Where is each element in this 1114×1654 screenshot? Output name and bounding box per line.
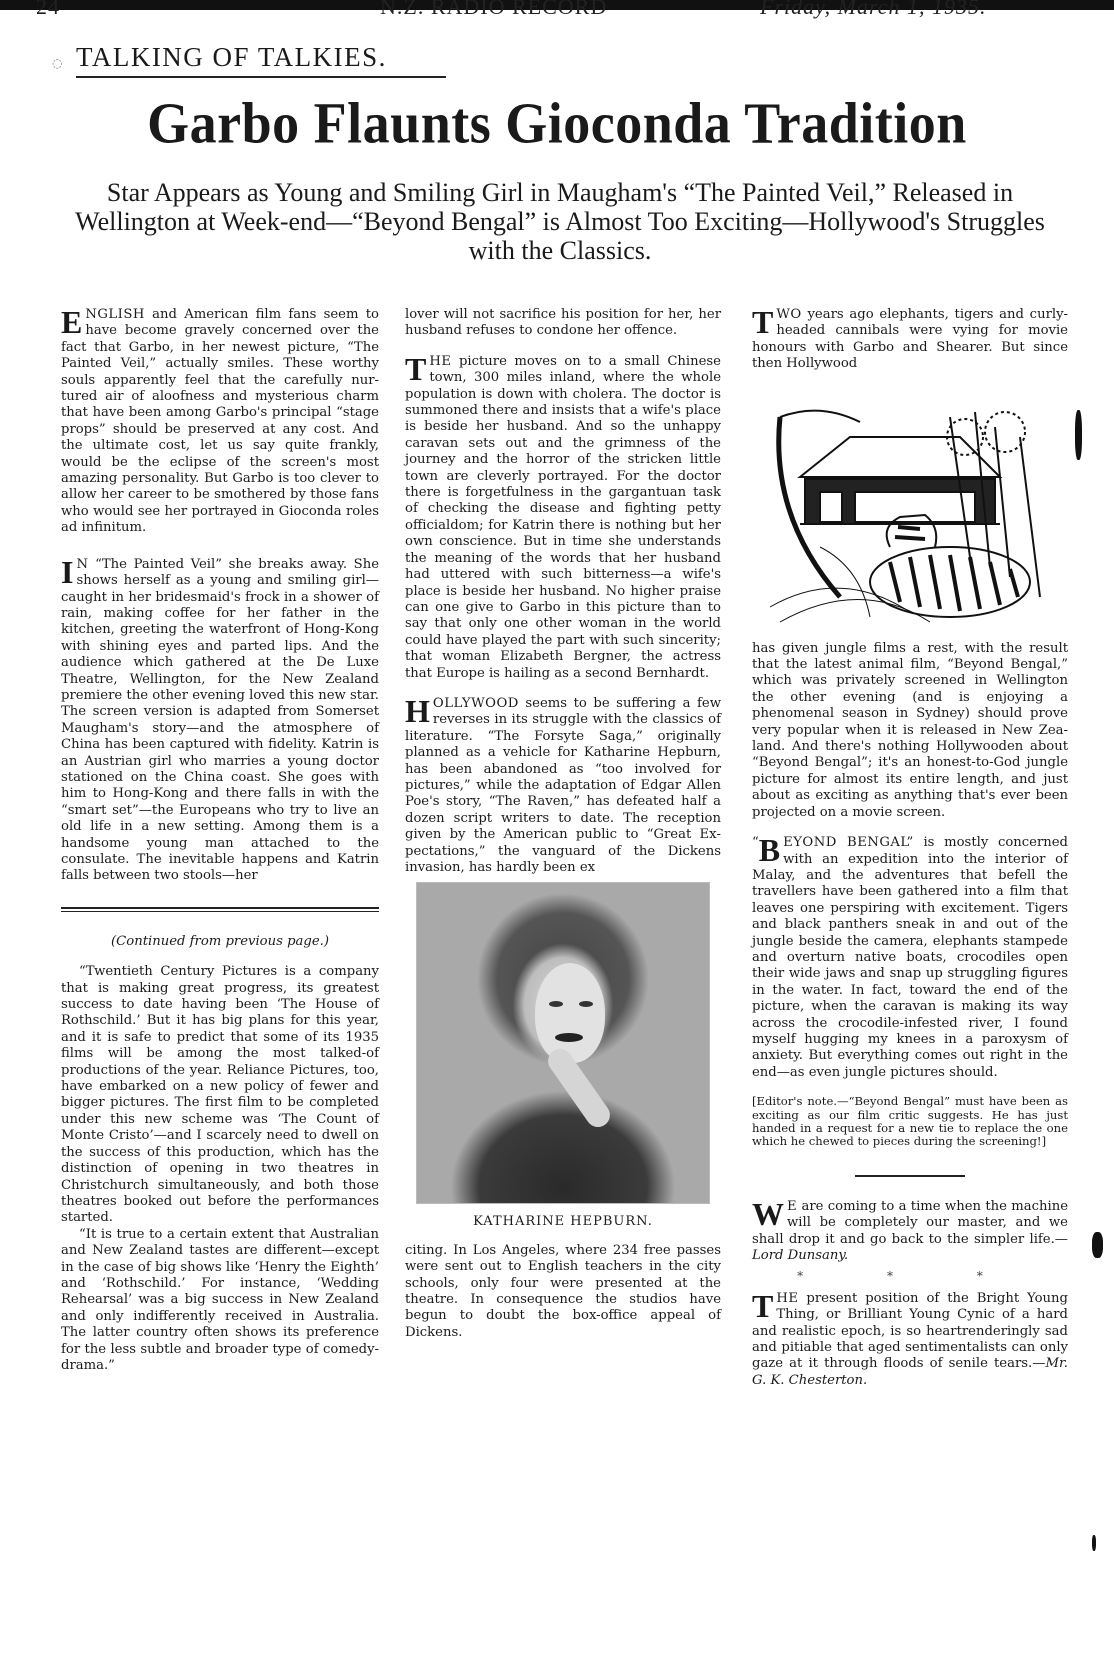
tiger-jungle-icon (760, 397, 1060, 627)
headline: Garbo Flaunts Gioconda Tradition (147, 90, 967, 156)
paragraph-beyond-bengal: “ B EYOND BENGAL” is mostly concerned with an expedition into the interior of Malay, and the adventures that befell the travellers have been gathered into a film that leaves one perspiring with excitement. Tigers and black panthers sneak in and out of the jungle beside the camera, elephants stampede and overturn native boats, crocodiles open their wide jaws and snap up struggling figures in the water. In fact, toward the end of the picture, when the caravan is making its way across the crocodile-infested river, I found myself hugging my knees in a paroxysm of anxiety. But everything comes out right in the end—as even jungle pictures should. (752, 832, 1069, 1080)
section-label: TALKING OF TALKIES. (76, 42, 446, 78)
publication-name: N.Z. RADIO RECORD (380, 0, 608, 19)
paragraph-two-years-ago: TWO years ago elephants, tigers and curly-headed cannibals were vying for movie honours with Garbo and Shearer. But since then Hollywood (752, 304, 1068, 372)
paragraph-painted-veil: I N “The Painted Veil” she breaks away. She shows herself as a young and smiling girl—caught in her bridesmaid's frock in a shower of rain, making coffee for her father in the kitchen, greeting the waterfront of Hong-Kong with shining eyes and parted lips. And the audience which gathered at the De Luxe Theatre, Wellington, for the New Zealand premiere the other evening loved this new star. The screen version is adapted from Somerset Maugham's story—and the atmosphere of China has been captured with fidelity. Katrin is an Austrian girl who marries a young doctor stationed on the China coast. She goes with him to Hong-Kong and there falls in with the “smart set”—the Europeans who try to live an old life in a new setting. Among them is a handsome young man attached to the consulate. The inevitable happens and Katrin falls between two stools—her (61, 553, 379, 884)
issue-date: Friday, March 1, 1935. (760, 0, 987, 19)
paragraph-australian-tastes: “It is true to a certain extent that Australian and New Zealand tastes are different—except in the case of big shows like ‘Henry the Eighth’ and ‘Rothschild.’ For instance, ‘Wedding Rehearsal’ was a big success in New Zealand and only indifferently received in Australia. The latter country often shows its preference for the less subtle and broader type of comedy-drama.” (61, 1226, 379, 1373)
subheadline: Star Appears as Young and Smiling Girl in Maugham's “The Painted Veil,” Released in Wellington at Week-end—“Beyond Bengal” is Almost Too Exciting—Hollywood's Struggles with the Classics. (75, 178, 1045, 265)
quote-chesterton: THE present position of the Bright Young Thing, or Brilliant Young Cynic of a hard and realistic epoch, is so heartrenderingly sad and pitiable that aged sentimentalists can only gaze at it through floods of senile tears.—Mr. G. K. Chesterton. (752, 1287, 1068, 1388)
scan-artifact (1075, 410, 1082, 460)
paragraph-jungle-films: has given jungle films a rest, with the result that the latest animal film, “Beyond Bengal,” which was privately screened in Wellington the other evening (and is enjoying a phenomenal season in Sydney) should prove very popular when it is released in New Zealand. And there's nothing Hollywooden about “Beyond Bengal”; it's an honest-to-God jungle picture for almost its entire length, and just about as exciting as anything that's ever been projected on a movie screen. (752, 640, 1068, 820)
paragraph-english-fans: ENGLISH and American film fans seem to have become gravely concerned over the fact that Garbo, in her newest picture, “The Painted Veil,” actually smiles. These worthy souls apparently feel that the carefully nurtured air of aloofness and mysterious charm that have been among Garbo's principal “stage props” should be preserved at any cost. And the ultimate cost, let us say quite frankly, would be the eclipse of the screen's most amazing personality. But Garbo is too clever to allow her career to be smothered by those fans who would see her portrayed in Gioconda roles ad infinitum. (61, 304, 379, 536)
drop-cap: T (752, 1287, 774, 1324)
drop-cap: T (405, 350, 427, 387)
section-divider (61, 907, 379, 912)
quote-dunsany: W E are coming to a time when the machine will be completely our master, and we shall drop it and go back to the simpler life.—Lord Dunsany. (752, 1195, 1068, 1264)
asterism-divider: * * * (797, 1269, 1023, 1284)
paragraph-chinese-town: THE picture moves on to a small Chinese town, 300 miles inland, where the whole population is down with cholera. The doctor is summoned there and insists that a wife's place is beside her husband. And so the unhappy caravan sets out and the grimness of the journey and the horror of the stricken little town are cleverly portrayed. For the doctor there is forgetfulness in the gargantuan task of checking the disease and fighting petty officialdom; for Katrin there is nothing but her own conscience. But in time she understands the meaning of the words that her husband had uttered with such bitterness—a wife's place is beside her husband. No higher praise can one give to Garbo in this picture than to say that only one other woman in the world could have played the part with such sincerity; that woman Elizabeth Bergner, the actress that Europe is hailing as a second Bernhardt. (405, 350, 721, 681)
jungle-illustration (760, 397, 1060, 627)
portrait-face (535, 963, 605, 1063)
drop-cap: I (61, 553, 74, 590)
photo-caption: KATHARINE HEPBURN. (473, 1214, 653, 1230)
quote-author: Lord Dunsany. (752, 1248, 849, 1264)
scan-artifact (1092, 1232, 1103, 1258)
column-2 (405, 307, 721, 1355)
paragraph-hollywood-classics: HOLLYWOOD seems to be suffering a few reverses in its struggle with the classics of literature. “The Forsyte Saga,” originally planned as a vehicle for Katharine Hepburn, has been abandoned as “too involved for pictures,” while the adaptation of Edgar Allen Poe's story, “The Raven,” has defeated half a dozen script writers to date. The reception given by the American public to “Great Expectations,” the vanguard of the Dickens invasion, has hardly been ex (405, 692, 721, 875)
scan-artifact (1092, 1535, 1096, 1551)
quote-author: Mr. G. K. Chesterton. (752, 1356, 1068, 1388)
drop-cap: B (758, 832, 781, 869)
continued-label: (Continued from previous page.) (111, 933, 329, 949)
margin-mark-icon: ◌ (52, 56, 63, 70)
column-3 (752, 304, 1069, 1403)
section-divider (855, 1175, 965, 1177)
editor-note: [Editor's note.—“Beyond Bengal” must have been as exciting as our film critic suggests. He has just handed in a request for a new tie to replace the one which he chewed to pieces during the screening!] (752, 1094, 1068, 1149)
paragraph-twentieth-century: “Twentieth Century Pictures is a company that is making great progress, its greatest success to date having been ‘The House of Rothschild.’ But it has big plans for this year, and it is safe to predict that some of its 1935 films will be among the most talked-of productions of the year. Reliance Pictures, too, have embarked on a new policy of fewer and bigger pictures. The first film to be completed under this new scheme was ‘The Count of Monte Cristo’—and I scarcely need to dwell on the success of this production, which has the distinction of opening in two theatres in Christchurch simultaneously, and both those theatres booked out before the performances started. (61, 964, 379, 1226)
column-1 (61, 304, 379, 1374)
drop-cap: T (752, 304, 774, 340)
drop-cap: H (405, 692, 430, 729)
drop-cap: E (61, 304, 83, 340)
page-number: 24 (36, 0, 60, 19)
drop-cap: W (752, 1195, 784, 1232)
portrait-photo (416, 882, 710, 1204)
paragraph-lover: lover will not sacrifice his position for her, her husband refuses to condone her offence. (405, 307, 721, 339)
paragraph-los-angeles: citing. In Los Angeles, where 234 free passes were sent out to English teachers in the city schools, only four were presented at the theatre. In consequence the studios have begun to doubt the box-office appeal of Dickens. (405, 1242, 721, 1340)
